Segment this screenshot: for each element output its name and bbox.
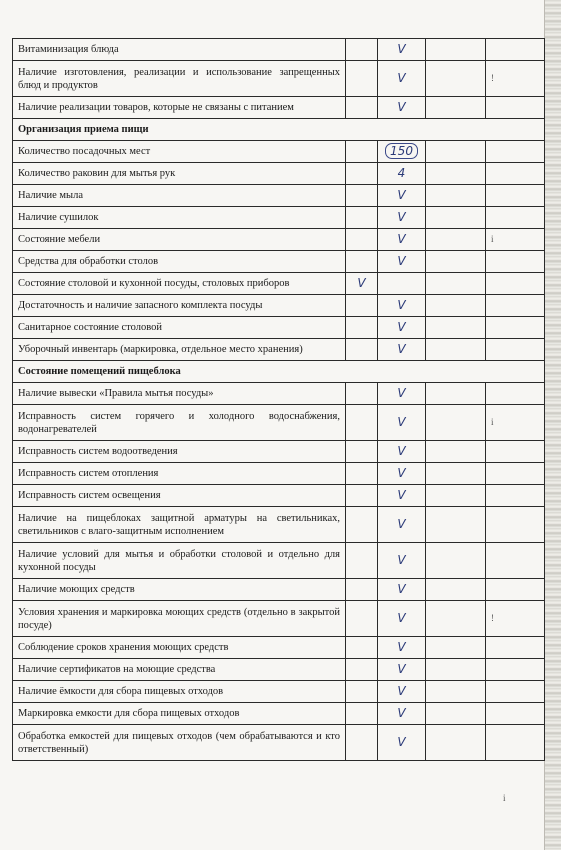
empty-cell bbox=[426, 141, 486, 163]
mark-cell-first bbox=[346, 339, 378, 361]
checklist-row bbox=[13, 703, 545, 725]
criterion-text: Условия хранения и маркировка моющих средств (отдельно в закрытой посуде) bbox=[13, 601, 346, 637]
mark-cell-second: V bbox=[378, 207, 426, 229]
empty-cell bbox=[426, 659, 486, 681]
empty-cell bbox=[426, 703, 486, 725]
empty-cell bbox=[426, 485, 486, 507]
mark-cell-second: V bbox=[378, 295, 426, 317]
mark-cell-second: V bbox=[378, 251, 426, 273]
note-cell bbox=[486, 163, 545, 185]
checklist-row bbox=[13, 251, 545, 273]
criterion-text: Исправность систем отопления bbox=[13, 463, 346, 485]
empty-cell bbox=[426, 339, 486, 361]
empty-cell bbox=[426, 207, 486, 229]
note-cell bbox=[486, 543, 545, 579]
empty-cell bbox=[426, 273, 486, 295]
mark-cell-first bbox=[346, 441, 378, 463]
checklist-row bbox=[13, 141, 545, 163]
checklist-row bbox=[13, 39, 545, 61]
note-cell bbox=[486, 141, 545, 163]
mark-cell-first bbox=[346, 39, 378, 61]
checklist-row bbox=[13, 163, 545, 185]
mark-cell-second: V bbox=[378, 185, 426, 207]
mark-cell-second: 4 bbox=[378, 163, 426, 185]
note-cell bbox=[486, 273, 545, 295]
mark-cell-first bbox=[346, 725, 378, 761]
mark-cell-second: V bbox=[378, 579, 426, 601]
mark-cell-first bbox=[346, 61, 378, 97]
criterion-text: Обработка емкостей для пищевых отходов (чем обрабатываются и кто ответственный) bbox=[13, 725, 346, 761]
note-cell bbox=[486, 659, 545, 681]
criterion-text: Исправность систем освещения bbox=[13, 485, 346, 507]
mark-cell-first bbox=[346, 703, 378, 725]
mark-cell-second bbox=[378, 273, 426, 295]
note-cell bbox=[486, 251, 545, 273]
criterion-text: Наличие сертификатов на моющие средства bbox=[13, 659, 346, 681]
empty-cell bbox=[426, 229, 486, 251]
mark-cell-first bbox=[346, 295, 378, 317]
criterion-text: Количество раковин для мытья рук bbox=[13, 163, 346, 185]
note-cell bbox=[486, 681, 545, 703]
mark-cell-first bbox=[346, 485, 378, 507]
mark-cell-second: V bbox=[378, 681, 426, 703]
criterion-text: Маркировка емкости для сбора пищевых отходов bbox=[13, 703, 346, 725]
criterion-text: Санитарное состояние столовой bbox=[13, 317, 346, 339]
mark-cell-first bbox=[346, 507, 378, 543]
mark-cell-second: V bbox=[378, 601, 426, 637]
mark-cell-first bbox=[346, 383, 378, 405]
note-cell bbox=[486, 463, 545, 485]
checklist-row bbox=[13, 637, 545, 659]
note-cell bbox=[486, 97, 545, 119]
mark-cell-first bbox=[346, 463, 378, 485]
note-cell bbox=[486, 295, 545, 317]
criterion-text: Наличие изготовления, реализации и использование запрещенных блюд и продуктов bbox=[13, 61, 346, 97]
mark-cell-first bbox=[346, 543, 378, 579]
note-cell bbox=[486, 579, 545, 601]
note-cell bbox=[486, 39, 545, 61]
criterion-text: Состояние мебели bbox=[13, 229, 346, 251]
mark-cell-first bbox=[346, 229, 378, 251]
criterion-text: Наличие условий для мытья и обработки столовой и отдельно для кухонной посуды bbox=[13, 543, 346, 579]
mark-cell-second bbox=[378, 141, 426, 163]
empty-cell bbox=[426, 507, 486, 543]
empty-cell bbox=[426, 601, 486, 637]
empty-cell bbox=[426, 317, 486, 339]
note-cell: i bbox=[486, 229, 545, 251]
section-header-row bbox=[13, 361, 545, 383]
mark-cell-first bbox=[346, 207, 378, 229]
mark-cell-first bbox=[346, 637, 378, 659]
checklist-row bbox=[13, 725, 545, 761]
mark-cell-first bbox=[346, 97, 378, 119]
stray-mark: i bbox=[503, 793, 506, 803]
handwritten-number: 150 bbox=[385, 143, 418, 159]
mark-cell-first bbox=[346, 579, 378, 601]
empty-cell bbox=[426, 383, 486, 405]
checklist-row bbox=[13, 579, 545, 601]
checklist-row bbox=[13, 681, 545, 703]
mark-cell-first bbox=[346, 251, 378, 273]
criterion-text: Наличие сушилок bbox=[13, 207, 346, 229]
empty-cell bbox=[426, 185, 486, 207]
empty-cell bbox=[426, 579, 486, 601]
empty-cell bbox=[426, 681, 486, 703]
mark-cell-second: V bbox=[378, 485, 426, 507]
empty-cell bbox=[426, 637, 486, 659]
mark-cell-first bbox=[346, 681, 378, 703]
mark-cell-second: V bbox=[378, 637, 426, 659]
empty-cell bbox=[426, 97, 486, 119]
note-cell bbox=[486, 637, 545, 659]
section-title: Организация приема пищи bbox=[13, 119, 545, 141]
mark-cell-first bbox=[346, 185, 378, 207]
criterion-text: Уборочный инвентарь (маркировка, отдельное место хранения) bbox=[13, 339, 346, 361]
empty-cell bbox=[426, 405, 486, 441]
note-cell bbox=[486, 485, 545, 507]
checklist-row bbox=[13, 295, 545, 317]
criterion-text: Достаточность и наличие запасного комплекта посуды bbox=[13, 295, 346, 317]
mark-cell-second: V bbox=[378, 703, 426, 725]
note-cell: ! bbox=[486, 601, 545, 637]
mark-cell-second: V bbox=[378, 317, 426, 339]
empty-cell bbox=[426, 251, 486, 273]
note-cell bbox=[486, 185, 545, 207]
criterion-text: Количество посадочных мест bbox=[13, 141, 346, 163]
note-cell bbox=[486, 339, 545, 361]
empty-cell bbox=[426, 725, 486, 761]
criterion-text: Наличие вывески «Правила мытья посуды» bbox=[13, 383, 346, 405]
note-cell bbox=[486, 703, 545, 725]
mark-cell-second: V bbox=[378, 463, 426, 485]
mark-cell-second: V bbox=[378, 97, 426, 119]
mark-cell-second: V bbox=[378, 543, 426, 579]
checklist-row bbox=[13, 507, 545, 543]
checklist-row bbox=[13, 485, 545, 507]
mark-cell-second: V bbox=[378, 659, 426, 681]
empty-cell bbox=[426, 463, 486, 485]
checklist-table bbox=[12, 38, 545, 761]
mark-cell-second: V bbox=[378, 61, 426, 97]
checklist-row bbox=[13, 441, 545, 463]
criterion-text: Исправность систем водоотведения bbox=[13, 441, 346, 463]
criterion-text: Наличие реализации товаров, которые не связаны с питанием bbox=[13, 97, 346, 119]
checklist-row bbox=[13, 339, 545, 361]
empty-cell bbox=[426, 295, 486, 317]
checklist-row bbox=[13, 659, 545, 681]
note-cell bbox=[486, 383, 545, 405]
checklist-row bbox=[13, 543, 545, 579]
criterion-text: Витаминизация блюда bbox=[13, 39, 346, 61]
criterion-text: Наличие на пищеблоках защитной арматуры на светильниках, светильников с влаго-защитным исполнением bbox=[13, 507, 346, 543]
note-cell bbox=[486, 507, 545, 543]
checklist-row bbox=[13, 61, 545, 97]
checklist-row bbox=[13, 229, 545, 251]
section-header-row bbox=[13, 119, 545, 141]
criterion-text: Наличие мыла bbox=[13, 185, 346, 207]
section-title: Состояние помещений пищеблока bbox=[13, 361, 545, 383]
mark-cell-second: V bbox=[378, 441, 426, 463]
mark-cell-second: V bbox=[378, 383, 426, 405]
empty-cell bbox=[426, 61, 486, 97]
note-cell bbox=[486, 725, 545, 761]
empty-cell bbox=[426, 441, 486, 463]
mark-cell-first bbox=[346, 141, 378, 163]
checklist-row bbox=[13, 463, 545, 485]
mark-cell-second: V bbox=[378, 405, 426, 441]
checklist-row bbox=[13, 317, 545, 339]
mark-cell-second: V bbox=[378, 507, 426, 543]
note-cell: ! bbox=[486, 61, 545, 97]
mark-cell-first bbox=[346, 601, 378, 637]
criterion-text: Соблюдение сроков хранения моющих средств bbox=[13, 637, 346, 659]
note-cell: i bbox=[486, 405, 545, 441]
checklist-row bbox=[13, 383, 545, 405]
mark-cell-second: V bbox=[378, 725, 426, 761]
checklist-row bbox=[13, 207, 545, 229]
mark-cell-first bbox=[346, 405, 378, 441]
page-edge bbox=[544, 0, 561, 850]
mark-cell-first: V bbox=[346, 273, 378, 295]
checklist-row bbox=[13, 273, 545, 295]
criterion-text: Наличие ёмкости для сбора пищевых отходов bbox=[13, 681, 346, 703]
checklist-row bbox=[13, 185, 545, 207]
note-cell bbox=[486, 317, 545, 339]
mark-cell-second: V bbox=[378, 229, 426, 251]
note-cell bbox=[486, 207, 545, 229]
empty-cell bbox=[426, 543, 486, 579]
criterion-text: Наличие моющих средств bbox=[13, 579, 346, 601]
mark-cell-first bbox=[346, 659, 378, 681]
criterion-text: Средства для обработки столов bbox=[13, 251, 346, 273]
empty-cell bbox=[426, 163, 486, 185]
criterion-text: Исправность систем горячего и холодного водоснабжения, водонагревателей bbox=[13, 405, 346, 441]
note-cell bbox=[486, 441, 545, 463]
empty-cell bbox=[426, 39, 486, 61]
criterion-text: Состояние столовой и кухонной посуды, столовых приборов bbox=[13, 273, 346, 295]
mark-cell-first bbox=[346, 317, 378, 339]
mark-cell-second: V bbox=[378, 39, 426, 61]
checklist-row bbox=[13, 405, 545, 441]
mark-cell-first bbox=[346, 163, 378, 185]
checklist-row bbox=[13, 601, 545, 637]
checklist-row bbox=[13, 97, 545, 119]
mark-cell-second: V bbox=[378, 339, 426, 361]
